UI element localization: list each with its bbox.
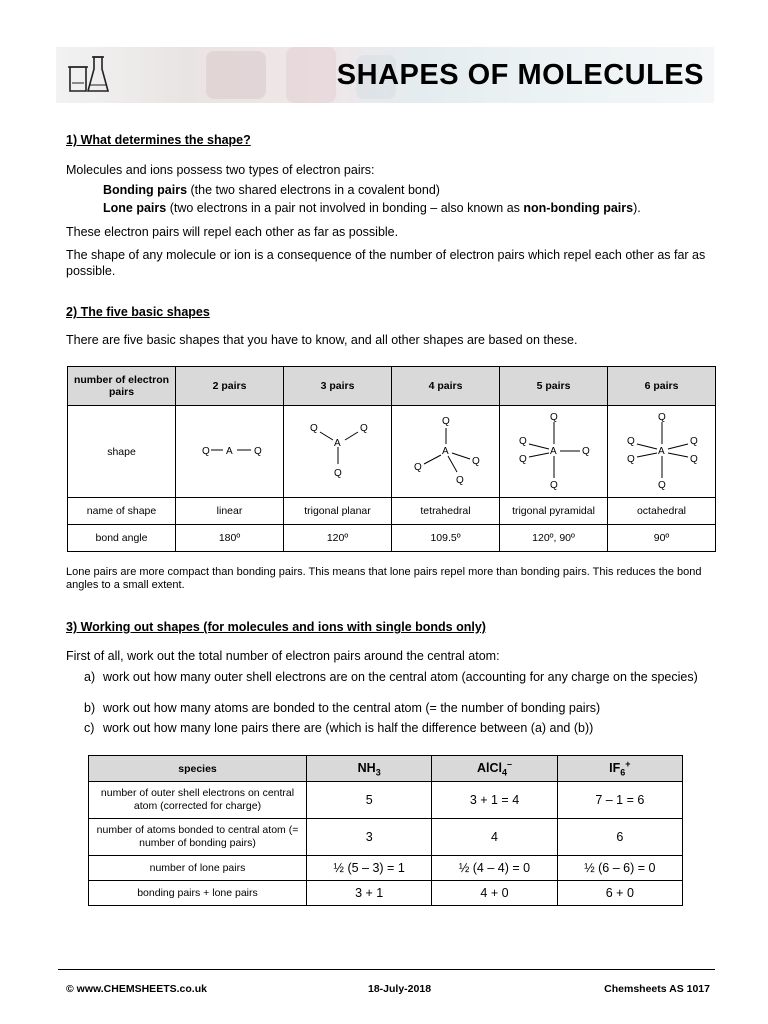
linear-diagram — [176, 406, 284, 498]
row-label: bonding pairs + lone pairs — [89, 881, 307, 906]
shape-name-row — [68, 498, 716, 525]
shape-name-tetrahedral: tetrahedral — [392, 498, 500, 525]
ligand-label: Q — [471, 456, 480, 467]
ligand-label: Q — [549, 412, 558, 423]
table-header-row — [68, 367, 716, 406]
cell: 3 — [307, 819, 432, 856]
bonding-pairs-desc: (the two shared electrons in a covalent bond) — [187, 183, 440, 197]
header-alcl4: AlCl$_4$– — [432, 756, 557, 782]
bond-angle-row — [68, 525, 716, 552]
lone-pairs-term: Lone pairs — [103, 201, 167, 215]
central-atom-label: A — [333, 438, 341, 449]
cell: ½ (6 – 6) = 0 — [557, 856, 682, 881]
shape-name-label: name of shape — [68, 498, 176, 525]
ligand-label: Q — [518, 436, 527, 447]
page-title: SHAPES OF MOLECULES — [336, 59, 704, 91]
shape-name-trigonal-pyramidal: trigonal pyramidal — [500, 498, 608, 525]
table-row — [89, 856, 683, 881]
shape-name-trigonal-planar: trigonal planar — [284, 498, 392, 525]
shape-consequence: The shape of any molecule or ion is a consequence of the number of electron pairs which repel each other as far as possible. — [66, 248, 706, 278]
table-row — [89, 881, 683, 906]
header-6-pairs: 6 pairs — [608, 367, 716, 406]
cell: 3 + 1 — [307, 881, 432, 906]
footer-website-link[interactable]: © www.CHEMSHEETS.co.uk — [66, 983, 207, 995]
section-3-intro: First of all, work out the total number of electron pairs around the central atom: — [66, 649, 500, 663]
section-3-heading: 3) Working out shapes (for molecules and ions with single bonds only) — [66, 620, 486, 634]
header-4-pairs: 4 pairs — [392, 367, 500, 406]
header-2-pairs: 2 pairs — [176, 367, 284, 406]
header-banner — [56, 47, 714, 103]
ligand-label: Q — [581, 446, 590, 457]
bond-angle-label: bond angle — [68, 525, 176, 552]
cell: 4 — [432, 819, 557, 856]
central-atom-label: A — [549, 446, 557, 457]
shape-row — [68, 406, 716, 498]
tetrahedral-diagram — [392, 406, 500, 498]
bonding-pairs-line — [103, 182, 753, 198]
step-b — [84, 700, 704, 716]
header-5-pairs: 5 pairs — [500, 367, 608, 406]
octahedral-diagram — [608, 406, 716, 498]
basic-shapes-table — [67, 366, 716, 552]
central-atom-label: A — [225, 446, 233, 457]
header-species: species — [89, 756, 307, 782]
header-3-pairs: 3 pairs — [284, 367, 392, 406]
cell: 3 + 1 = 4 — [432, 782, 557, 819]
lone-pairs-desc: (two electrons in a pair not involved in bonding – also known as — [166, 201, 524, 215]
ligand-label: Q — [689, 454, 698, 465]
cell: 6 + 0 — [557, 881, 682, 906]
step-text: work out how many atoms are bonded to the central atom (= the number of bonding pairs) — [103, 701, 601, 715]
step-text: work out how many outer shell electrons are on the central atom (accounting for any charge on the species) — [103, 670, 698, 684]
step-marker: a) — [84, 670, 96, 684]
section-1-heading: 1) What determines the shape? — [66, 133, 251, 147]
section-2-heading: 2) The five basic shapes — [66, 305, 210, 319]
bond-angle-value: 120º, 90º — [500, 525, 608, 552]
central-atom-label: A — [441, 446, 449, 457]
ligand-label: Q — [455, 475, 464, 486]
repel-statement: These electron pairs will repel each other as far as possible. — [66, 225, 399, 239]
trigonal-pyramidal-diagram — [500, 406, 608, 498]
step-marker: c) — [84, 721, 95, 735]
lone-pairs-note: Lone pairs are more compact than bonding pairs. This means that lone pairs repel more than bonding pairs. This reduces the bond angles to a small extent. — [66, 566, 702, 591]
cell: ½ (5 – 3) = 1 — [307, 856, 432, 881]
lone-pairs-line — [103, 200, 753, 216]
cell: 5 — [307, 782, 432, 819]
header-if6: $IF_6^+$ — [557, 756, 682, 782]
table-row — [89, 819, 683, 856]
electron-pairs-table — [88, 755, 683, 906]
row-label: number of atoms bonded to central atom (= number of bonding pairs) — [89, 819, 307, 856]
step-text: work out how many lone pairs there are (which is half the difference between (a) and (b)) — [103, 721, 594, 735]
central-atom-label: A — [657, 446, 665, 457]
ligand-label: Q — [549, 480, 558, 491]
ligand-label: Q — [413, 462, 422, 473]
bonding-pairs-term: Bonding pairs — [103, 183, 188, 197]
ligand-label: Q — [441, 416, 450, 427]
ligand-label: Q — [657, 412, 666, 423]
step-marker: b) — [84, 701, 96, 715]
cell: ½ (4 – 4) = 0 — [432, 856, 557, 881]
lab-glassware-icon — [64, 53, 112, 99]
footer-sheet-code: Chemsheets AS 1017 — [604, 983, 710, 995]
section-1-intro: Molecules and ions possess two types of electron pairs: — [66, 163, 375, 177]
cell: 7 – 1 = 6 — [557, 782, 682, 819]
shape-row-label: shape — [68, 406, 176, 498]
row-label: number of outer shell electrons on central atom (corrected for charge) — [89, 782, 307, 819]
table-row — [89, 782, 683, 819]
row-label: number of lone pairs — [89, 856, 307, 881]
cell: 4 + 0 — [432, 881, 557, 906]
non-bonding-pairs-term: non-bonding pairs — [523, 201, 634, 215]
header-electron-pairs: number of electron pairs — [68, 367, 176, 406]
bond-angle-value: 180º — [176, 525, 284, 552]
bond-angle-value: 90º — [608, 525, 716, 552]
ligand-label: Q — [626, 454, 635, 465]
ligand-label: Q — [359, 423, 368, 434]
cell: 6 — [557, 819, 682, 856]
shape-name-linear: linear — [176, 498, 284, 525]
ligand-label: Q — [626, 436, 635, 447]
ligand-label: Q — [309, 423, 318, 434]
footer-date: 18-July-2018 — [368, 983, 432, 995]
bond-angle-value: 109.5º — [392, 525, 500, 552]
ligand-label: Q — [333, 468, 342, 479]
shape-name-octahedral: octahedral — [608, 498, 716, 525]
ligand-label: Q — [657, 480, 666, 491]
trigonal-planar-diagram — [284, 406, 392, 498]
ligand-label: Q — [201, 446, 210, 457]
step-a — [84, 669, 704, 685]
banner-decoration — [286, 47, 336, 103]
table-header-row — [89, 756, 683, 782]
banner-decoration — [206, 51, 266, 99]
step-c — [84, 720, 704, 736]
ligand-label: Q — [689, 436, 698, 447]
section-2-intro: There are five basic shapes that you have to know, and all other shapes are based on these. — [66, 333, 578, 347]
bond-angle-value: 120º — [284, 525, 392, 552]
footer-divider — [58, 969, 715, 970]
header-nh3: $NH_3$ — [307, 756, 432, 782]
ligand-label: Q — [253, 446, 262, 457]
lone-pairs-end: ). — [633, 201, 641, 215]
ligand-label: Q — [518, 454, 527, 465]
